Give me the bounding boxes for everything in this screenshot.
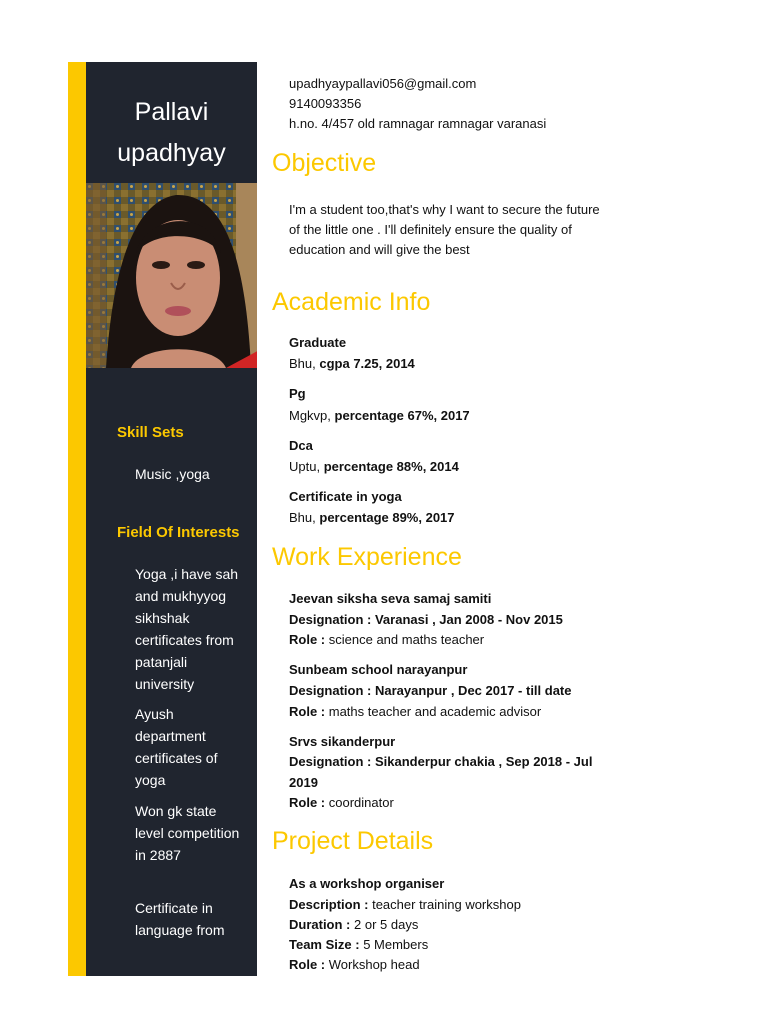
designation-label: Designation : xyxy=(289,754,372,769)
sidebar xyxy=(86,62,257,976)
objective-text: I'm a student too,that's why I want to secure the future of the little one . I'll definitely ensure the quality of education and will give the best xyxy=(289,202,600,257)
duration-label: Duration : xyxy=(289,917,351,932)
projects-heading: Project Details xyxy=(272,827,434,855)
project-description xyxy=(289,895,609,915)
academic-institute: Bhu, xyxy=(289,356,316,371)
designation-label: Designation : xyxy=(289,683,372,698)
academic-detail xyxy=(289,508,609,528)
designation-label: Designation : xyxy=(289,612,372,627)
work-org: Jeevan siksha seva samaj samiti xyxy=(289,591,492,606)
work-designation-cont xyxy=(289,773,609,793)
duration-value: 2 or 5 days xyxy=(354,917,419,932)
role-label: Role : xyxy=(289,632,326,647)
profile-name xyxy=(86,92,257,174)
role-label: Role : xyxy=(289,704,326,719)
academic-institute: Mgkvp, xyxy=(289,408,331,423)
work-role xyxy=(289,702,609,722)
academic-detail xyxy=(289,457,609,477)
project-title: As a workshop organiser xyxy=(289,876,445,891)
work-heading: Work Experience xyxy=(272,543,462,571)
description-value: teacher training workshop xyxy=(372,897,521,912)
work-org: Srvs sikanderpur xyxy=(289,734,396,749)
designation-value: Narayanpur , Dec 2017 - till date xyxy=(374,683,572,698)
project-role xyxy=(289,955,609,975)
interest-item: Yoga ,i have sah and mukhyyog sikhshak certificates from patanjali university xyxy=(135,566,239,692)
last-name: upadhyay xyxy=(117,139,226,167)
role-value: science and maths teacher xyxy=(328,632,485,647)
role-label: Role : xyxy=(289,795,326,810)
skill-item: Music ,yoga xyxy=(135,466,210,482)
interest-item: Ayush department certificates of yoga xyxy=(135,706,218,788)
objective-heading: Objective xyxy=(272,149,377,177)
interest-item: Won gk state level competition in 2887 xyxy=(135,803,240,863)
team-size-label: Team Size : xyxy=(289,937,360,952)
designation-value: Varanasi , Jan 2008 - Nov 2015 xyxy=(374,612,563,627)
academic-result: percentage 89%, 2017 xyxy=(319,510,455,525)
academic-institute: Bhu, xyxy=(289,510,316,525)
interests-heading: Field Of Interests xyxy=(117,524,240,541)
academic-result: cgpa 7.25, 2014 xyxy=(319,356,415,371)
work-designation xyxy=(289,752,609,772)
work-org: Sunbeam school narayanpur xyxy=(289,662,468,677)
role-value: Workshop head xyxy=(328,957,420,972)
description-label: Description : xyxy=(289,897,369,912)
first-name: Pallavi xyxy=(134,98,209,126)
academic-title: Graduate xyxy=(289,335,347,350)
project-team-size xyxy=(289,935,609,955)
profile-photo xyxy=(86,183,257,368)
email: upadhyaypallavi056@gmail.com xyxy=(289,76,477,91)
academic-title: Pg xyxy=(289,386,306,401)
skills-heading: Skill Sets xyxy=(117,424,184,441)
interest-item: Certificate in language from xyxy=(135,900,225,938)
project-duration xyxy=(289,915,609,935)
phone: 9140093356 xyxy=(289,96,362,111)
academic-result: percentage 88%, 2014 xyxy=(323,459,459,474)
address: h.no. 4/457 old ramnagar ramnagar varanasi xyxy=(289,116,547,131)
work-designation xyxy=(289,681,609,701)
academic-title: Dca xyxy=(289,438,313,453)
academic-institute: Uptu, xyxy=(289,459,321,474)
work-role xyxy=(289,630,609,650)
role-value: coordinator xyxy=(328,795,394,810)
role-label: Role : xyxy=(289,957,326,972)
academic-detail xyxy=(289,354,609,374)
team-size-value: 5 Members xyxy=(363,937,429,952)
designation-value: Sikanderpur chakia , Sep 2018 - Jul xyxy=(374,754,593,769)
work-designation xyxy=(289,610,609,630)
academic-result: percentage 67%, 2017 xyxy=(334,408,470,423)
work-role xyxy=(289,793,609,813)
role-value: maths teacher and academic advisor xyxy=(328,704,542,719)
academic-heading: Academic Info xyxy=(272,288,431,316)
designation-value-cont: 2019 xyxy=(289,775,318,790)
academic-detail xyxy=(289,406,609,426)
sidebar-accent-bar xyxy=(68,62,86,976)
academic-title: Certificate in yoga xyxy=(289,489,402,504)
